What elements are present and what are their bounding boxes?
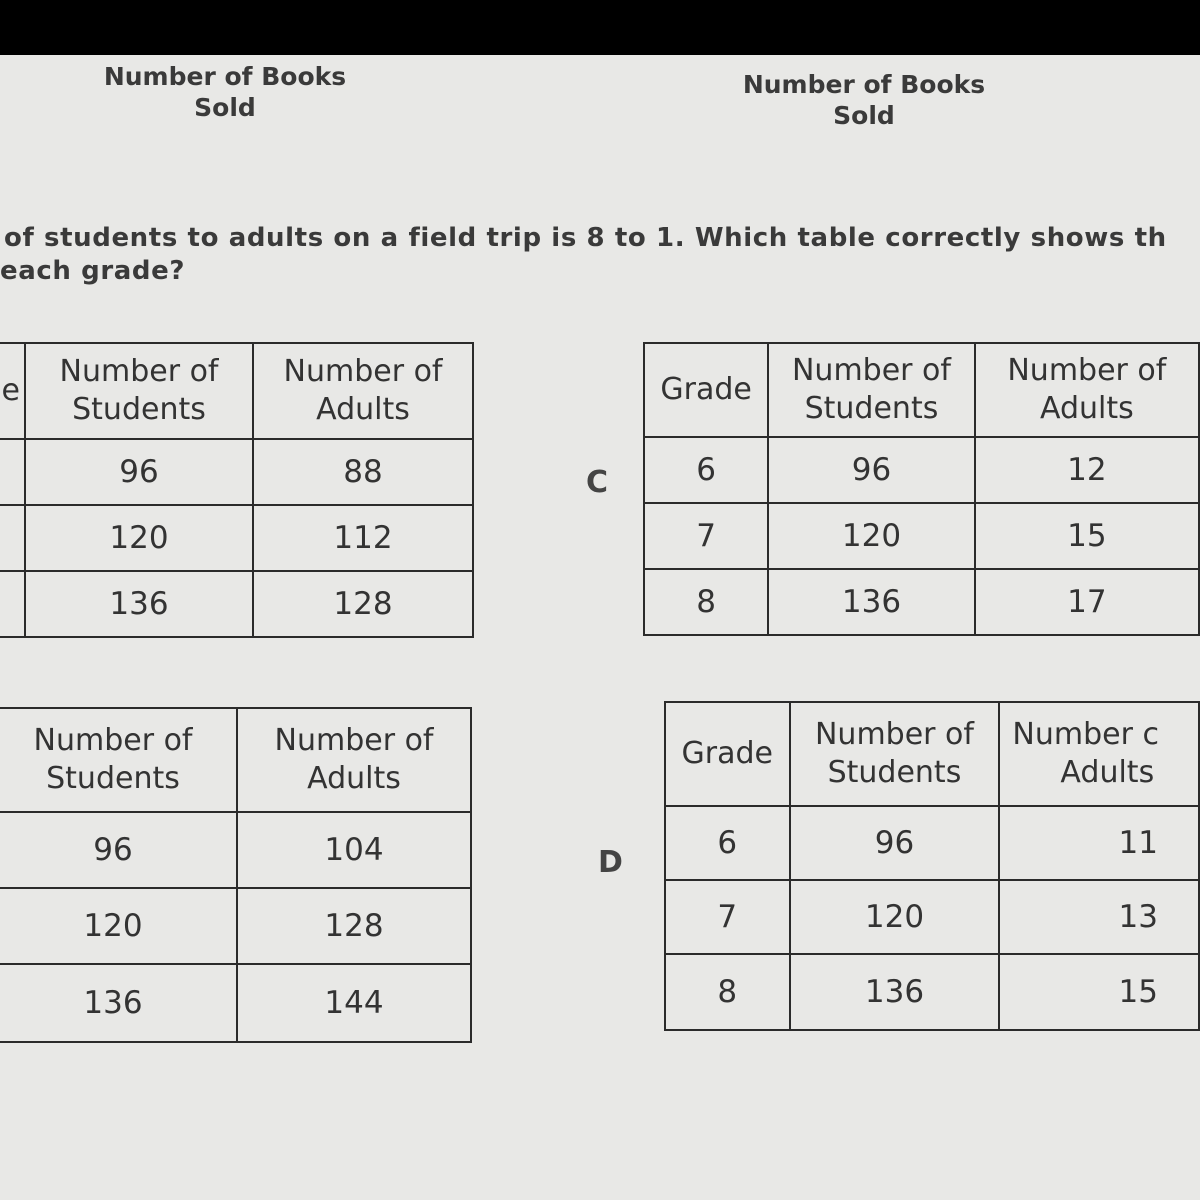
students-cell: 120 xyxy=(25,505,253,571)
table-top-left xyxy=(0,342,474,638)
header-students xyxy=(0,708,237,812)
header-adults xyxy=(253,343,473,439)
header-students xyxy=(768,343,974,437)
adults-cell: 128 xyxy=(237,888,471,964)
grade-cell-cut xyxy=(0,571,25,637)
header-line: Students xyxy=(804,391,939,426)
students-cell: 96 xyxy=(25,439,253,505)
students-cell: 96 xyxy=(768,437,974,503)
header-students xyxy=(25,343,253,439)
header-grade: Grade xyxy=(644,343,768,437)
table-row xyxy=(0,505,473,571)
grade-cell: 8 xyxy=(665,954,790,1030)
header-grade-cut-text: e xyxy=(1,373,20,408)
header-line: Number of xyxy=(33,723,193,758)
table-row xyxy=(665,954,1199,1030)
adults-cell: 12 xyxy=(975,437,1199,503)
table-header-row xyxy=(665,702,1199,806)
caption-line: Number of Books xyxy=(103,62,347,91)
header-adults xyxy=(975,343,1199,437)
adults-cell: 15 xyxy=(975,503,1199,569)
adults-cell: 15 xyxy=(999,954,1199,1030)
table-row xyxy=(0,439,473,505)
header-line: Number of xyxy=(283,354,443,389)
grade-cell: 6 xyxy=(644,437,768,503)
question-line-2: each grade? xyxy=(0,256,186,286)
caption-line: Sold xyxy=(194,93,256,122)
header-line: Students xyxy=(72,392,206,427)
choice-label-d: D xyxy=(598,845,623,880)
header-line: Adults xyxy=(1060,755,1155,790)
students-cell: 120 xyxy=(0,888,237,964)
header-line: Students xyxy=(827,755,962,790)
header-line: Number of xyxy=(1007,353,1167,388)
table-row xyxy=(0,812,471,888)
header-line: Number of xyxy=(59,354,219,389)
header-grade-cut xyxy=(0,343,25,439)
students-cell: 96 xyxy=(790,806,1000,880)
question-line-1: of students to adults on a field trip is 8 to 1. Which table correctly shows th xyxy=(4,223,1167,253)
students-cell: 96 xyxy=(0,812,237,888)
adults-cell: 17 xyxy=(975,569,1199,635)
caption-books-sold-left xyxy=(95,61,355,123)
header-line: Number c xyxy=(1012,717,1159,752)
table-row xyxy=(644,569,1199,635)
header-students xyxy=(790,702,1000,806)
table-row xyxy=(665,806,1199,880)
question-text xyxy=(0,222,1200,288)
students-cell: 136 xyxy=(0,964,237,1042)
adults-cell: 11 xyxy=(999,806,1199,880)
adults-cell: 13 xyxy=(999,880,1199,954)
header-grade: Grade xyxy=(665,702,790,806)
table-choice-c xyxy=(643,342,1200,636)
table-choice-d xyxy=(664,701,1200,1031)
adults-cell: 88 xyxy=(253,439,473,505)
grade-cell-cut xyxy=(0,439,25,505)
grade-cell: 7 xyxy=(644,503,768,569)
table-row xyxy=(644,437,1199,503)
header-adults xyxy=(237,708,471,812)
table-row xyxy=(0,888,471,964)
adults-cell: 104 xyxy=(237,812,471,888)
caption-line: Sold xyxy=(833,101,895,130)
table-bottom-left xyxy=(0,707,472,1043)
grade-cell: 7 xyxy=(665,880,790,954)
adults-cell: 144 xyxy=(237,964,471,1042)
header-line: Adults xyxy=(316,392,410,427)
table-row xyxy=(665,880,1199,954)
header-line: Students xyxy=(46,761,180,796)
caption-books-sold-right xyxy=(738,69,990,131)
table-row xyxy=(644,503,1199,569)
header-line: Number of xyxy=(791,353,951,388)
table-header-row xyxy=(0,343,473,439)
grade-cell-cut xyxy=(0,505,25,571)
worksheet-page xyxy=(0,55,1200,1200)
table-header-row xyxy=(644,343,1199,437)
adults-cell: 128 xyxy=(253,571,473,637)
choice-label-c: C xyxy=(586,465,609,500)
students-cell: 136 xyxy=(790,954,1000,1030)
caption-line: Number of Books xyxy=(742,70,986,99)
header-line: Adults xyxy=(307,761,401,796)
adults-cell: 112 xyxy=(253,505,473,571)
header-adults-cut xyxy=(999,702,1199,806)
header-line: Adults xyxy=(1039,391,1134,426)
table-row xyxy=(0,571,473,637)
header-line: Number of xyxy=(274,723,434,758)
students-cell: 136 xyxy=(768,569,974,635)
grade-cell: 8 xyxy=(644,569,768,635)
header-line: Number of xyxy=(814,717,974,752)
table-header-row xyxy=(0,708,471,812)
students-cell: 120 xyxy=(768,503,974,569)
table-row xyxy=(0,964,471,1042)
students-cell: 136 xyxy=(25,571,253,637)
grade-cell: 6 xyxy=(665,806,790,880)
students-cell: 120 xyxy=(790,880,1000,954)
